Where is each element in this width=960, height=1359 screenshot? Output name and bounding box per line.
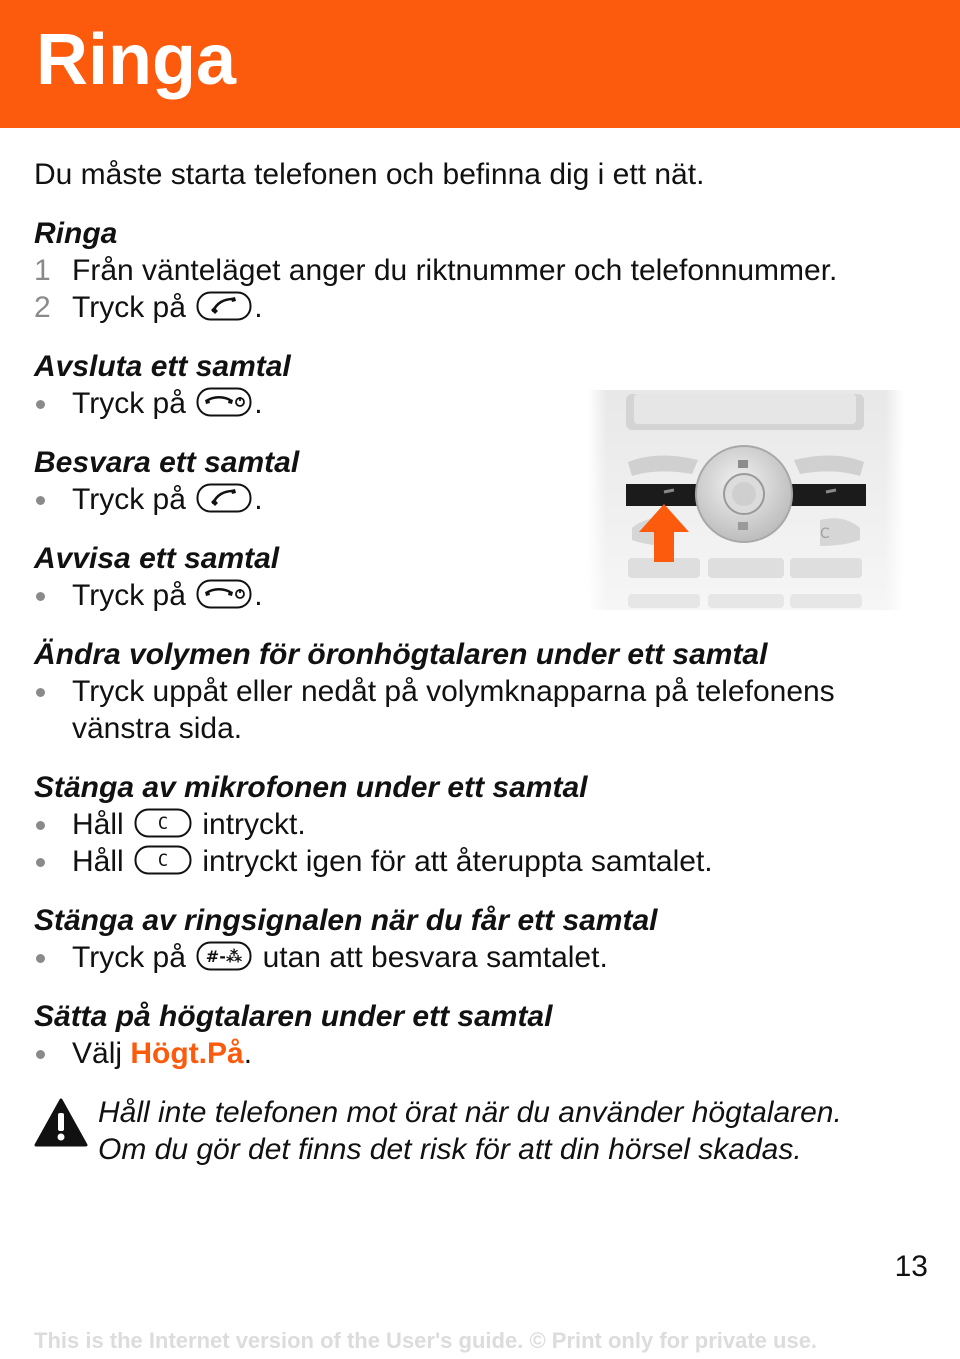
phone-keypad-illustration bbox=[588, 390, 904, 610]
step-text: Från vänteläget anger du riktnummer och telefonnummer. bbox=[72, 254, 838, 287]
item-text: Välj bbox=[72, 1037, 123, 1070]
bullet-item bbox=[34, 939, 934, 976]
call-key-icon bbox=[196, 291, 252, 321]
page-header bbox=[0, 0, 960, 128]
c-key-icon bbox=[134, 845, 192, 875]
menu-option-highlight: Högt.På bbox=[130, 1037, 244, 1070]
content bbox=[34, 156, 934, 1168]
bullet-item bbox=[34, 806, 934, 843]
end-key-icon bbox=[196, 579, 252, 609]
warning-note bbox=[34, 1094, 934, 1168]
item-text: intryckt. bbox=[202, 808, 306, 841]
end-key-icon bbox=[196, 387, 252, 417]
section-speaker bbox=[34, 998, 934, 1072]
hash-key-label: #-⁂ bbox=[206, 947, 243, 967]
c-key-icon bbox=[134, 808, 192, 838]
step-text: Tryck på bbox=[72, 291, 186, 324]
item-suffix: . bbox=[254, 387, 263, 420]
section-heading: Ändra volymen för öronhögtalaren under ett samtal bbox=[34, 638, 768, 671]
section-call bbox=[34, 215, 934, 326]
item-suffix: . bbox=[254, 579, 263, 612]
warning-line-2: Om du gör det finns det risk för att din hörsel skadas. bbox=[98, 1133, 802, 1166]
bullet-item bbox=[34, 843, 934, 880]
item-text: Tryck uppåt eller nedåt på volymknapparna på telefonens vänstra sida. bbox=[72, 675, 835, 745]
bullet-icon bbox=[36, 821, 45, 830]
bullet-icon bbox=[36, 496, 45, 505]
warning-line-1: Håll inte telefonen mot örat när du använder högtalaren. bbox=[98, 1096, 842, 1129]
section-heading: Stänga av ringsignalen när du får ett samtal bbox=[34, 904, 658, 937]
item-text: Håll bbox=[72, 808, 124, 841]
bullet-icon bbox=[36, 592, 45, 601]
step-number: 2 bbox=[34, 291, 51, 324]
c-key-label: C bbox=[157, 851, 169, 872]
bullet-icon bbox=[36, 688, 45, 697]
item-suffix: . bbox=[254, 483, 263, 516]
page-title: Ringa bbox=[36, 20, 237, 100]
bullet-icon bbox=[36, 1050, 45, 1059]
item-text: Håll bbox=[72, 845, 124, 878]
section-mute bbox=[34, 769, 934, 880]
section-ringtone bbox=[34, 902, 934, 976]
section-heading: Ringa bbox=[34, 217, 118, 250]
step-1 bbox=[34, 252, 934, 289]
footer-note: This is the Internet version of the User's guide. © Print only for private use. bbox=[34, 1328, 818, 1353]
item-text: Tryck på bbox=[72, 483, 186, 516]
item-text: utan att besvara samtalet. bbox=[262, 941, 608, 974]
page-number: 13 bbox=[894, 1250, 928, 1283]
step-suffix: . bbox=[254, 291, 263, 324]
item-text: intryckt igen för att återuppta samtalet. bbox=[202, 845, 713, 878]
intro-text: Du måste starta telefonen och befinna dig i ett nät. bbox=[34, 158, 705, 191]
section-volume bbox=[34, 636, 934, 747]
step-number: 1 bbox=[34, 254, 51, 287]
section-heading: Stänga av mikrofonen under ett samtal bbox=[34, 771, 588, 804]
step-2 bbox=[34, 289, 934, 326]
bullet-icon bbox=[36, 954, 45, 963]
c-key-label: C bbox=[157, 814, 169, 835]
bullet-item bbox=[34, 1035, 934, 1072]
section-heading: Besvara ett samtal bbox=[34, 446, 300, 479]
section-heading: Avvisa ett samtal bbox=[34, 542, 280, 575]
item-text: Tryck på bbox=[72, 387, 186, 420]
bullet-icon bbox=[36, 858, 45, 867]
hash-key-icon bbox=[196, 941, 252, 971]
warning-icon bbox=[34, 1098, 88, 1157]
item-suffix: . bbox=[243, 1037, 253, 1070]
item-text: Tryck på bbox=[72, 579, 186, 612]
bullet-icon bbox=[36, 400, 45, 409]
call-key-icon bbox=[196, 483, 252, 513]
bullet-item bbox=[34, 673, 934, 747]
section-heading: Sätta på högtalaren under ett samtal bbox=[34, 1000, 553, 1033]
item-text: Tryck på bbox=[72, 941, 186, 974]
section-heading: Avsluta ett samtal bbox=[34, 350, 291, 383]
